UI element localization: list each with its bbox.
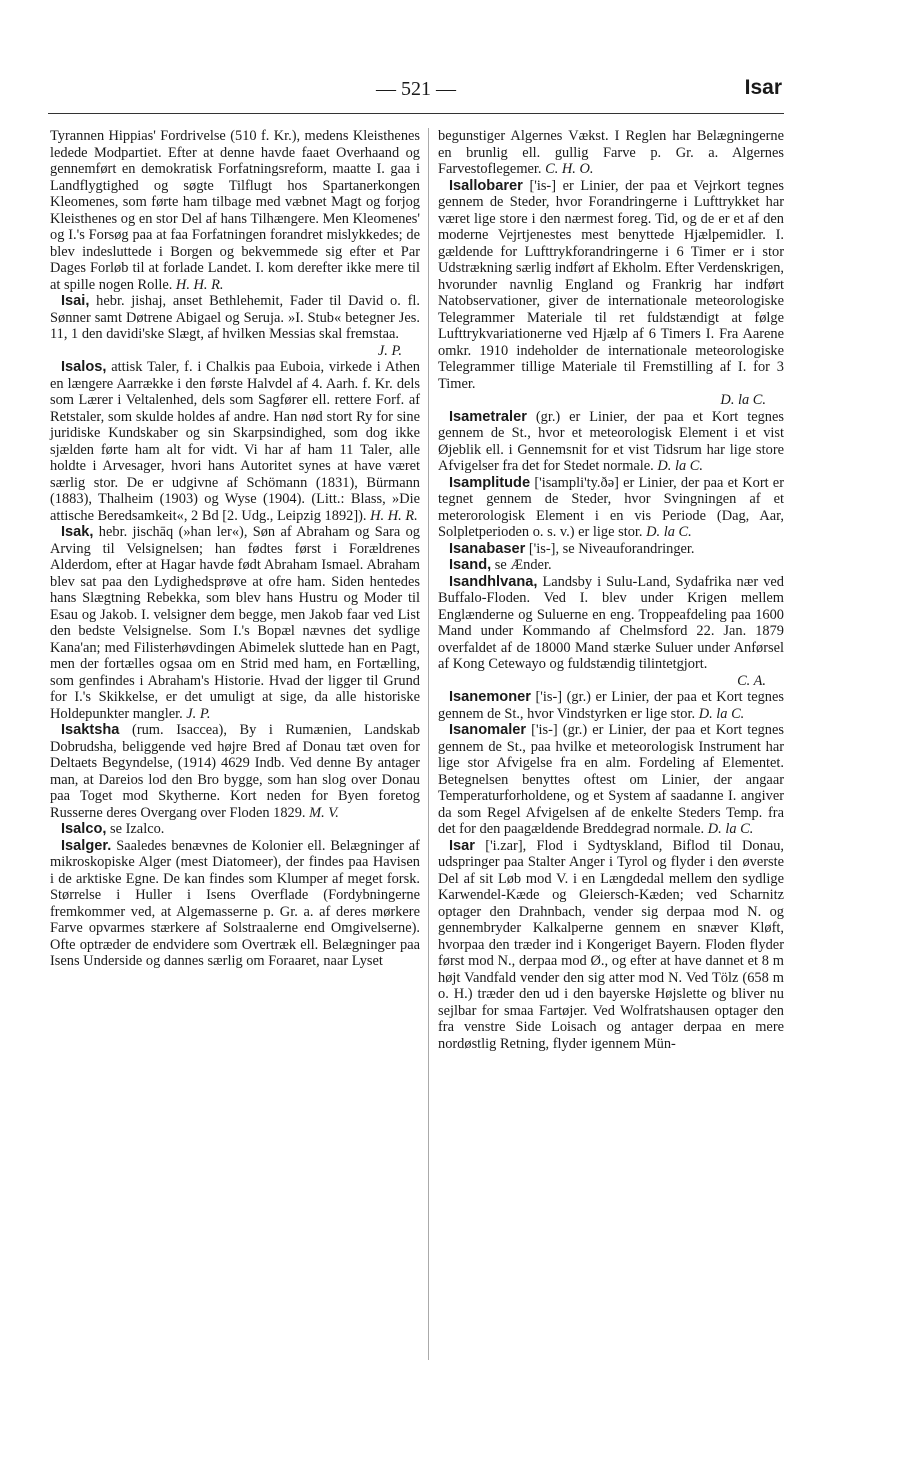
left-column bbox=[50, 128, 420, 970]
entry-text: Tyrannen Hippias' Fordrivelse (510 f. Kr.), medens Kleisthenes ledede Modpartiet. Efter at denne havde faaet Overhaand og gennemført en demokratisk Forfatningsreform, maatte I. gaa i Landflygtighed og søgte Tilflugt hos Spartanerkongen Kleomenes, som førte ham tilbage med væbnet Magt og forjog Kleisthenes og en stor Del af hans Tilhængere. Men Kleomenes' og I.'s Forsøg paa at faa Forfatningen forandret mislykkedes; de blev indesluttede i Borgen og bekvemmede sig efter et Par Dages Forløb til at forlade Landet. I. kom derefter ikke mere til at spille nogen Rolle. bbox=[50, 128, 420, 293]
dictionary-entry bbox=[50, 838, 420, 970]
dictionary-entry bbox=[438, 574, 784, 690]
entry-text: hebr. jischāq (»han ler«), Søn af Abraham og Sara og Arving til Velsignelsen; han fødtes først i Forældrenes Alderdom, efter at Hagar havde født Abraham Ismael. Abraham blev sat paa den Lydighedsprøve at ofre ham. Siden hentedes hans Slægtning Rebekka, som blev hans Hustru og Moder til Esau og Jakob. I. velsigner dem begge, men Jakob faar ved List den bedste Velsignelse. Som I.'s Bopæl nævnes det sydlige Kana'an; med Filisterhøvdingen Abimelek sluttede han en Pagt, men der fortælles ogsaa om en Strid med ham, en Fortælling, som genfindes i Abraham's Historie. Hvad der ligger til Grund for I.'s Skikkelse, er det umuligt at sige, da alle historiske Holdepunkter mangler. bbox=[50, 524, 420, 722]
dictionary-entry bbox=[438, 178, 784, 409]
entry-headword: Isandhlvana, bbox=[449, 573, 538, 590]
entry-headword: Isalos, bbox=[61, 359, 107, 375]
entry-signature: H. H. R. bbox=[370, 507, 418, 524]
entry-signature: D. la C. bbox=[698, 705, 745, 722]
dictionary-entry bbox=[50, 722, 420, 821]
entry-signature: J. P. bbox=[377, 342, 402, 359]
entry-signature: C. A. bbox=[737, 672, 766, 689]
dictionary-entry bbox=[50, 821, 420, 838]
column-divider bbox=[428, 128, 429, 1360]
dictionary-entry bbox=[438, 409, 784, 475]
page-number: — 521 — bbox=[376, 78, 456, 100]
running-head: Isar bbox=[744, 76, 782, 99]
entry-text: begunstiger Algernes Vækst. I Reglen har Belægningerne en brunlig ell. gullig Farve p. Gr. a. Algernes Farvestoflegemer. bbox=[438, 128, 784, 177]
header-rule bbox=[48, 113, 784, 114]
entry-headword: Isanabaser bbox=[449, 540, 526, 557]
entry-headword: Isalger. bbox=[61, 837, 112, 854]
entry-headword: Isamplitude bbox=[449, 474, 531, 491]
entry-text: ['is-] er Linier, der paa et Vejrkort tegnes gennem de Steder, hvor Forandringerne i Lufttrykket har været lige store i den nærmest foreg. Tid, og de er et af den moderne Vejrtjenestes mest benyttede Hjælpemidler. I. gældende for Lufttrykforandringerne i 6 Timer er i stor Udstrækning særlig indført af Ekholm. Efter Verdenskrigen, hvorunder navnlig England og Frankrig har indført Natobservationer, giver de internationale meteorologiske Telegrammer Materiale til ret fuldstændigt at følge Lufttrykvariationerne ved Hjælp af 6 Timers I. Fra Aarene omkr. 1910 indeholder de internationale meteorologiske Telegrammer tillige Materiale til Fremstilling af I. for 3 Timer. bbox=[438, 177, 784, 392]
entry-signature: C. H. O. bbox=[545, 161, 594, 177]
dictionary-entry bbox=[438, 689, 784, 722]
entry-headword: Isaktsha bbox=[61, 722, 120, 738]
entry-headword: Isai, bbox=[61, 293, 90, 309]
dictionary-entry bbox=[438, 475, 784, 541]
entry-text: ['is-] (gr.) er Linier, der paa et Kort tegnes gennem de St., hvor Vindstyrken er lige stor. bbox=[438, 689, 784, 722]
entry-signature: D. la C. bbox=[646, 524, 692, 540]
entry-text: Landsby i Sulu-Land, Sydafrika nær ved Buffalo-Floden. Ved I. blev under Krigen mellem Englænderne og Suluerne en eng. Troppeafdeling paa 1600 Mand under Kommando af Chelmsford 22. Jan. 1879 overfaldet af de 18000 Mand stærke Suluer under Anførsel af Kong Cetewayo og fuldstændig tilintetgjort. bbox=[438, 573, 784, 672]
entry-signature: D. la C. bbox=[657, 458, 703, 474]
entry-text: Saaledes benævnes de Kolonier ell. Belægninger af mikroskopiske Alger (mest Diatomeer), der findes paa Havisen i de arktiske Egne. De kan findes som Klumper af meget forsk. Størrelse i Huller i Isens Overflade (Fordybningerne fremkommer ved, at Algemasserne p. Gr. a. af deres mørkere Farve opvarmes stærkere af Solstraalerne end Omgivelserne). Ofte optræder de endvidere som Overtræk ell. Belægninger paa Isens Underside og dannes særlig om Foraaret, naar Lyset bbox=[50, 837, 420, 969]
entry-text: ['isampli'ty.ðə] er Linier, der paa et Kort er tegnet gennem de Steder, hvor Svingningen af et meterorologisk Element i en vis Periode (Dag, Aar, Solpletperioden o. s. v.) er lige stor. bbox=[438, 474, 784, 540]
dictionary-entry bbox=[50, 359, 420, 524]
dictionary-entry bbox=[438, 838, 784, 1053]
entry-text: (gr.) er Linier, der paa et Kort tegnes gennem de St., hvor et meteorologisk Element i et vist Øjeblik ell. i Gennemsnit for et vist Tidsrum har lige store Afvigelser fra det for Stedet normale. bbox=[438, 408, 784, 474]
dictionary-entry bbox=[50, 524, 420, 722]
entry-headword: Isanomaler bbox=[449, 722, 527, 738]
entry-headword: Isand, bbox=[449, 557, 492, 573]
entry-headword: Isar bbox=[449, 837, 475, 854]
dictionary-entry bbox=[50, 293, 420, 359]
entry-headword: Isametraler bbox=[449, 408, 527, 425]
entry-signature: D. la C. bbox=[720, 392, 766, 408]
entry-text: ['is-], se Niveauforandringer. bbox=[528, 540, 695, 557]
entry-text: ['i.zar], Flod i Sydtyskland, Biflod til Donau, udspringer paa Stalter Anger i Tyrol og flyder i den øverste Del af sit Løb mod V. i en Længdedal mellem den sydlige Karwendel-Kæde og Gleiersch-Kæden; ved Scharnitz optager den Drahnbach, vender sig derpaa mod N. og gennembryder Kalkalperne gennem en snæver Kløft, hvorpaa den træder ind i Kongeriget Bayern. Floden flyder først mod N., derpaa mod Ø., og efter at have dannet et 8 m højt Vandfald vender den sig atter mod N. Ved Tölz (658 m o. H.) træder den ud i den bayerske Højslette og bliver nu sejlbar for smaa Fartøjer. Ved Wolfratshausen optager den fra venstre Side Loisach og antager derpaa en mere nordøstlig Retning, flyder igennem Mün- bbox=[438, 837, 785, 1052]
dictionary-entry bbox=[438, 557, 784, 574]
entry-signature: D. la C. bbox=[707, 821, 754, 837]
dictionary-entry bbox=[50, 128, 420, 293]
entry-text: attisk Taler, f. i Chalkis paa Euboia, virkede i Athen en længere Aarrække i den første Halvdel af 4. Aarh. f. Kr. dels som Lærer i Veltalenhed, dels som Sagfører ell. rettere Forf. af Retstaler, som skulde holdes af andre. Han nød stort Ry for sine juridiske Kundskaber og sin Skarpsindighed, som dog ikke sjælden førte ham alt for vidt. Vi har af ham 11 Taler, alle holdte i Arvesager, hvori hans Autoritet synes at have været særlig stor. De er udgivne af Schömann (1831), Bürmann (1883), Thalheim (1903) og Wyse (1904). (Litt.: Blass, »Die attische Beredsamkeit«, 2 Bd [2. Udg., Leipzig 1892]). bbox=[50, 359, 420, 524]
right-column bbox=[438, 128, 784, 1052]
entry-headword: Isallobarer bbox=[449, 177, 523, 194]
page-header bbox=[48, 72, 784, 112]
entry-headword: Isak, bbox=[61, 524, 94, 540]
dictionary-entry bbox=[438, 128, 784, 178]
entry-signature: J. P. bbox=[186, 705, 211, 722]
entry-headword: Isanemoner bbox=[449, 689, 531, 705]
entry-text: (rum. Isaccea), By i Rumænien, Landskab Dobrudsha, beliggende ved højre Bred af Donau tæt oven for Deltaets Begyndelse, (1914) 4629 Indb. Ved denne By antager man, at Dareios lod den Bro bygge, som han slog over Donau paa Toget mod Skytherne. Kort neden for Byen foretog Russerne deres Overgang over Floden 1829. bbox=[50, 722, 420, 821]
entry-signature: M. V. bbox=[309, 804, 339, 821]
entry-signature: H. H. R. bbox=[175, 276, 224, 293]
entry-text: hebr. jishaj, anset Bethlehemit, Fader til David o. fl. Sønner samt Døtrene Abigael og Seruja. »I. Stub« betegner Jes. 11, 1 den davidi'ske Slægt, af hvilken Messias skal fremstaa. bbox=[50, 293, 420, 342]
entry-text: se Ænder. bbox=[494, 557, 552, 573]
dictionary-entry bbox=[438, 541, 784, 558]
dictionary-entry bbox=[438, 722, 784, 838]
entry-text: ['is-] (gr.) er Linier, der paa et Kort tegnes gennem de St., paa hvilke et meteorologisk Instrument har lige stor Afvigelse fra en alm. Fordeling af Elementet. Betegnelsen benyttes oftest om Linier, der angaar Temperaturforholdene, og et System af saadanne I. angiver da som Regel Afvigelsen af de enkelte Steders Temp. fra det for den paagældende Breddegrad normale. bbox=[438, 722, 784, 837]
entry-text: se Izalco. bbox=[110, 821, 165, 837]
entry-headword: Isalco, bbox=[61, 821, 107, 837]
